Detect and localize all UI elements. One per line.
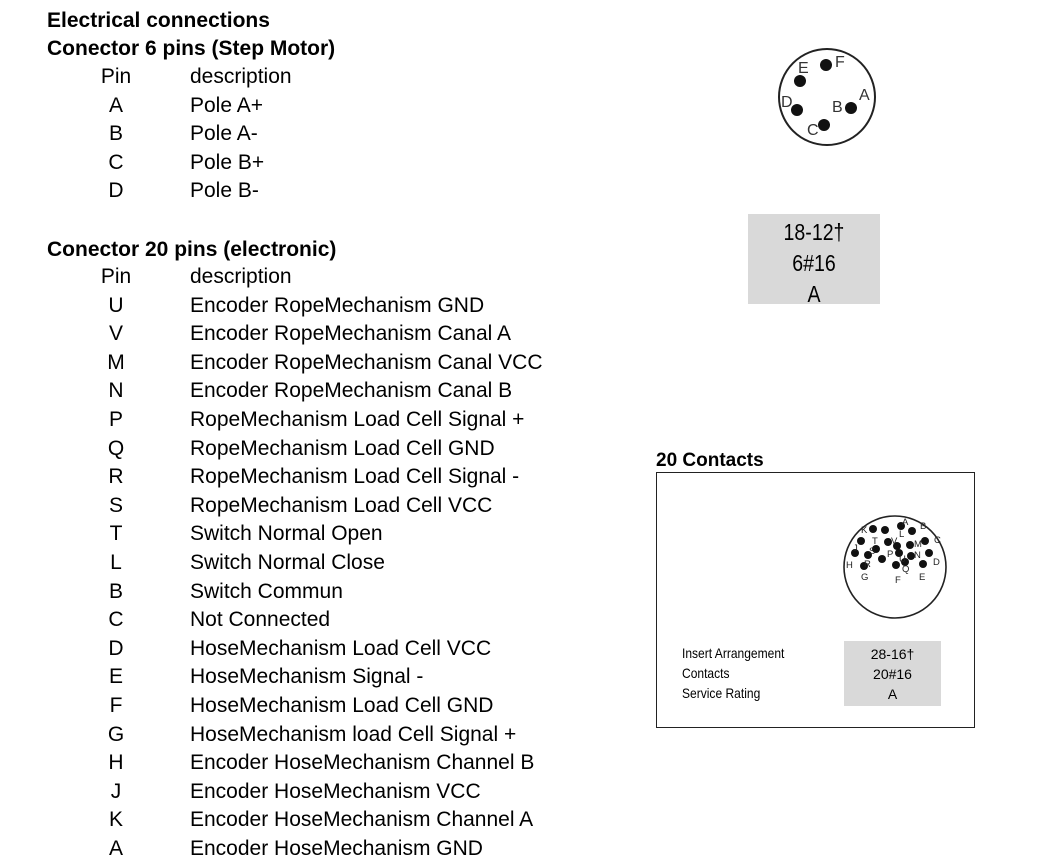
pin-dot (857, 537, 865, 545)
pin-label: A (859, 87, 870, 104)
label-contacts: Contacts (682, 665, 730, 681)
pin-label: U (899, 554, 906, 565)
pin-description: RopeMechanism Load Cell Signal + (190, 408, 525, 431)
connector6-spec-box (748, 214, 880, 307)
pin-id: L (110, 551, 122, 574)
pin-id: R (108, 465, 124, 489)
pin-id: A (108, 93, 123, 117)
pin-label: E (798, 60, 809, 77)
pin-dot (881, 526, 889, 534)
pin-id: C (108, 150, 124, 174)
connector20-pin-diagram (841, 513, 949, 621)
description-column-header: description (190, 265, 292, 288)
pin-description: HoseMechanism Signal - (190, 665, 424, 689)
description-column-header: description (190, 65, 292, 88)
label-rating: Service Rating (682, 685, 761, 701)
pin-label: T (872, 536, 878, 547)
pin-dot (869, 525, 877, 533)
pin-id: P (108, 408, 123, 431)
pin-label: C (807, 122, 819, 139)
pin-description: Pole B- (190, 179, 259, 203)
pin-label: E (919, 572, 926, 583)
pin-dot (908, 527, 916, 535)
spec-labels (682, 643, 784, 703)
pin-description: Switch Normal Close (190, 551, 385, 574)
pin-id: E (108, 665, 123, 689)
pin-id: U (108, 293, 124, 317)
pin-column-header: Pin (100, 65, 132, 88)
pin-id: B (108, 579, 123, 603)
pin-label: F (835, 54, 845, 71)
label-arrangement: Insert Arrangement (682, 645, 785, 661)
pin-description: Encoder HoseMechanism GND (190, 837, 483, 860)
pin-label: J (853, 543, 858, 554)
pin-label: K (861, 525, 868, 536)
pin-label: R (864, 559, 871, 570)
pin-id: G (107, 722, 125, 746)
pin-description: Encoder RopeMechanism Canal VCC (190, 350, 543, 374)
spec-contacts: 6#16 (792, 250, 836, 276)
pin-dot (919, 560, 927, 568)
pin-id: N (108, 379, 124, 403)
pin-description: Switch Normal Open (190, 522, 383, 546)
pin-label: A (902, 517, 909, 528)
pin-label: S (869, 546, 876, 557)
pin-id: H (108, 751, 124, 775)
pin-id: Q (107, 436, 125, 460)
pin-label: Q (902, 564, 910, 575)
pin-id: M (107, 350, 125, 374)
pin-label: H (846, 560, 853, 571)
pin-label: D (933, 557, 940, 568)
pin-label: L (899, 529, 905, 540)
spec-arrangement: 18-12† (783, 219, 845, 245)
pin-id: B (108, 122, 123, 146)
pin-column-header: Pin (100, 265, 132, 288)
pin-description: HoseMechanism load Cell Signal + (190, 722, 517, 746)
connector6-pin-diagram (775, 45, 880, 150)
pin-id: S (108, 493, 123, 517)
pin-description: Encoder RopeMechanism Canal A (190, 322, 512, 346)
pin-id: V (108, 322, 123, 346)
pin-id: T (109, 522, 123, 546)
pin-id: A (108, 837, 123, 860)
pin-description: Encoder RopeMechanism GND (190, 293, 485, 317)
pin-label: B (920, 521, 927, 532)
pin-label: D (781, 94, 793, 111)
pin-id: K (108, 808, 123, 832)
pin-description: HoseMechanism Load Cell GND (190, 694, 494, 717)
pin-description: RopeMechanism Load Cell GND (190, 436, 495, 460)
pin-label: P (887, 549, 894, 560)
pin-description: Not Connected (190, 608, 331, 632)
pin-label: N (914, 550, 921, 561)
pin-dot (878, 555, 886, 563)
pin-label: M (914, 539, 922, 550)
pin-label: F (895, 575, 901, 586)
connector20-panel (656, 472, 975, 728)
pin-dot (906, 541, 914, 549)
pin-description: RopeMechanism Load Cell Signal - (190, 465, 520, 489)
spec-rating: A (887, 686, 898, 702)
pin-label: G (861, 572, 869, 583)
pin-description: RopeMechanism Load Cell VCC (190, 493, 493, 517)
pin-description: Encoder RopeMechanism Canal B (190, 379, 513, 403)
pin-label: V (891, 536, 898, 547)
spec-rating: A (807, 281, 821, 307)
pin-description: Encoder HoseMechanism Channel A (190, 808, 534, 832)
pin-description: Switch Commun (190, 579, 343, 603)
pin-id: J (110, 779, 122, 803)
pin-label: B (832, 99, 843, 116)
pin-description: Pole B+ (190, 150, 265, 174)
connector20-heading: Conector 20 pins (electronic) (47, 238, 337, 261)
pin-id: C (108, 608, 124, 632)
pin-dot (925, 549, 933, 557)
pin-label: C (934, 535, 941, 546)
pin-id: D (108, 179, 124, 203)
pin-id: F (109, 694, 123, 717)
panel-title: 20 Contacts (656, 450, 764, 471)
pin-id: D (108, 636, 124, 660)
connector6-heading: Conector 6 pins (Step Motor) (47, 37, 336, 60)
pin-description: Encoder HoseMechanism Channel B (190, 751, 535, 775)
pin-description: Encoder HoseMechanism VCC (190, 779, 481, 803)
pin-dot (921, 537, 929, 545)
pin-description: Pole A- (190, 122, 258, 146)
page-title: Electrical connections (47, 9, 270, 32)
spec-contacts: 20#16 (873, 666, 912, 682)
connector20-spec-box (844, 641, 941, 706)
pin-description: HoseMechanism Load Cell VCC (190, 636, 492, 660)
pin-description: Pole A+ (190, 93, 263, 117)
spec-arrangement: 28-16† (870, 646, 915, 662)
